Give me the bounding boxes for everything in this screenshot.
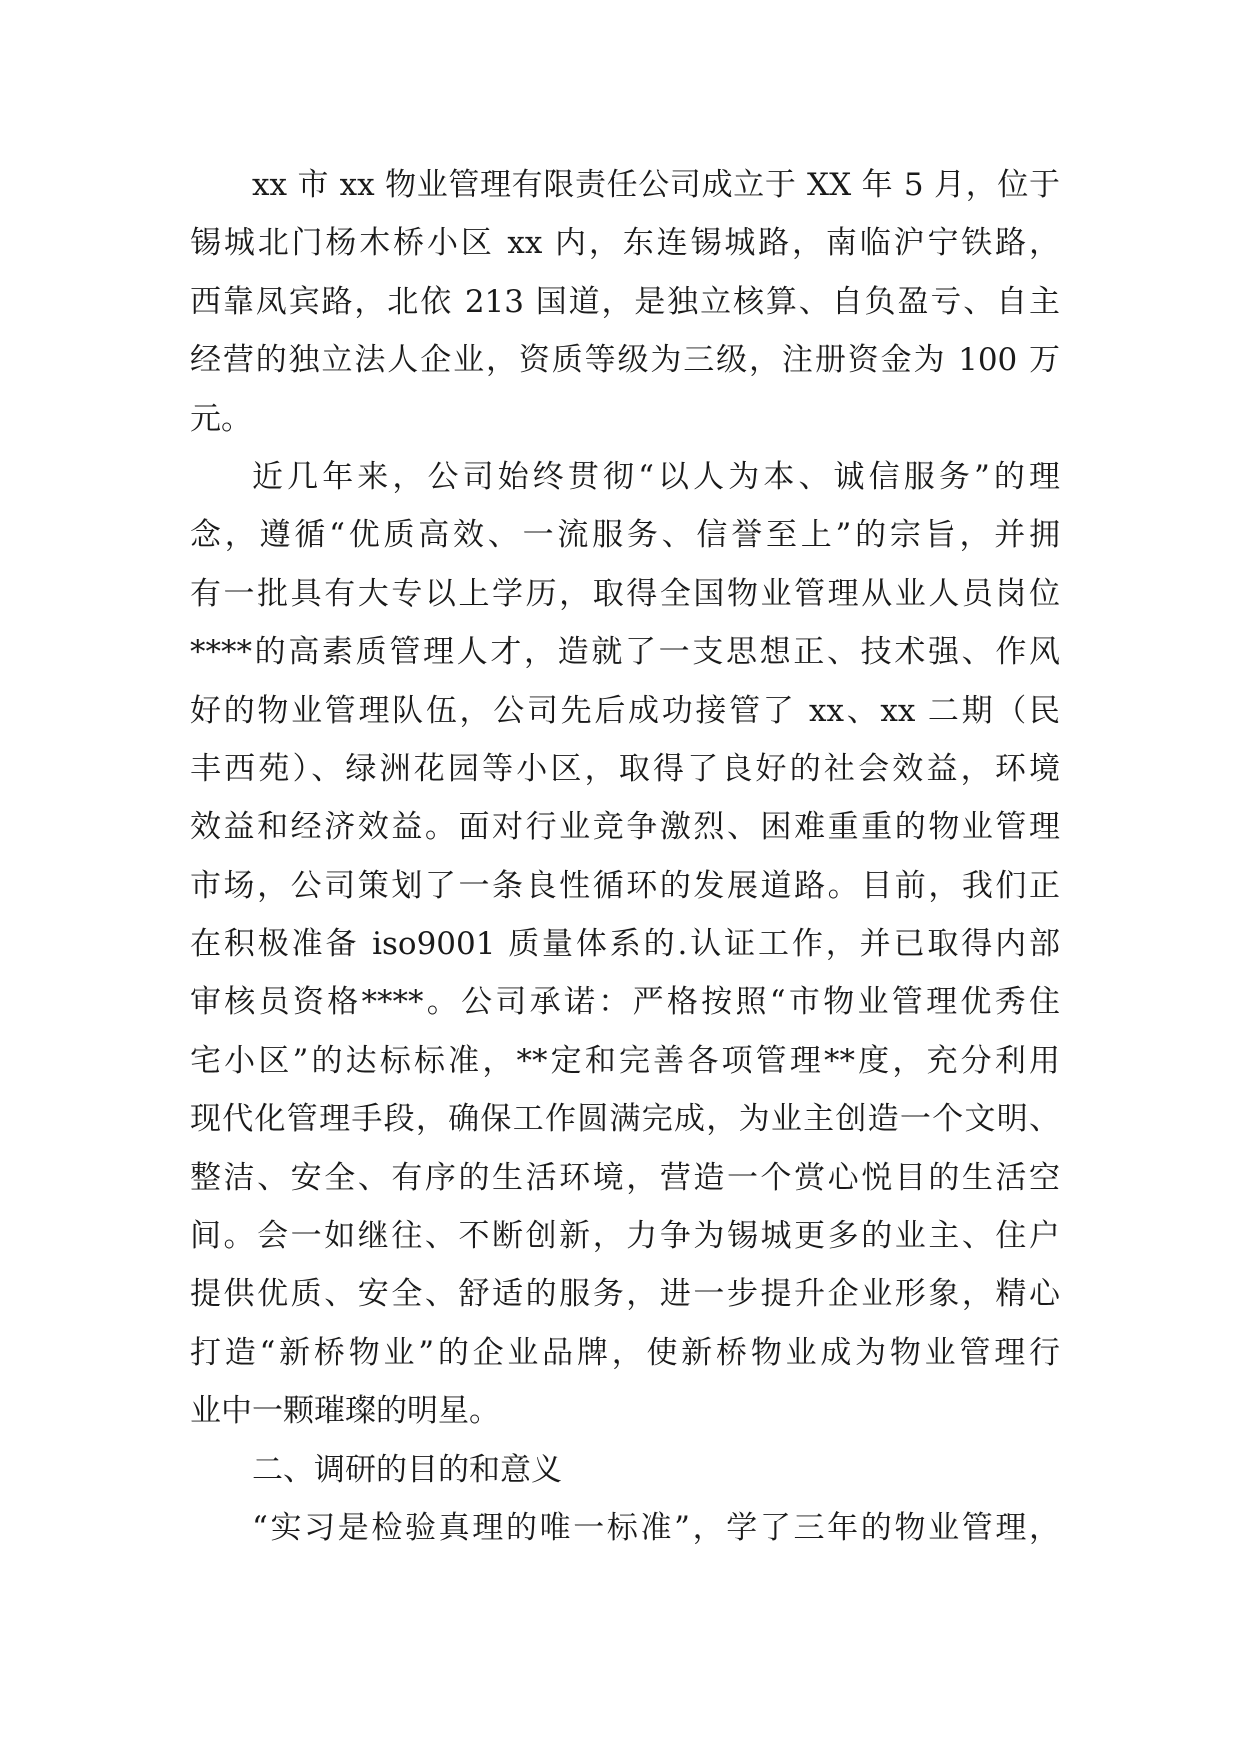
text-line: 念，遵循“优质高效、一流服务、信誉至上”的宗旨，并拥: [190, 517, 1060, 554]
paragraph-company-philosophy: [190, 448, 1060, 1441]
text-line: 市场，公司策划了一条良性循环的发展道路。目前，我们正: [190, 867, 1060, 904]
paragraph-company-intro: [190, 156, 1060, 448]
text-line: 近几年来，公司始终贯彻“以人为本、诚信服务”的理: [252, 458, 1060, 495]
text-line: 业中一颗璀璨的明星。: [190, 1393, 500, 1430]
document-body: [190, 156, 1060, 1557]
text-line: 锡城北门杨木桥小区 xx 内，东连锡城路，南临沪宁铁路，: [190, 225, 1060, 262]
text-line: 宅小区”的达标标准，**定和完善各项管理**度，充分利用: [190, 1042, 1060, 1079]
text-line: 在积极准备 iso9001 质量体系的.认证工作，并已取得内部: [190, 926, 1060, 963]
text-line: 效益和经济效益。面对行业竞争激烈、困难重重的物业管理: [190, 809, 1060, 846]
text-line: ****的高素质管理人才，造就了一支思想正、技术强、作风: [190, 634, 1060, 671]
text-line: 经营的独立法人企业，资质等级为三级，注册资金为 100 万: [190, 342, 1060, 379]
text-line: “实习是检验真理的唯一标准”，学了三年的物业管理，: [252, 1509, 1060, 1546]
text-line: 丰西苑）、绿洲花园等小区，取得了良好的社会效益，环境: [190, 750, 1060, 787]
text-line: 西靠凤宾路，北依 213 国道，是独立核算、自负盈亏、自主: [190, 283, 1060, 320]
paragraph-internship-intro: [190, 1499, 1060, 1557]
text-line: 打造“新桥物业”的企业品牌，使新桥物业成为物业管理行: [190, 1334, 1060, 1371]
text-line: 间。会一如继往、不断创新，力争为锡城更多的业主、住户: [190, 1218, 1060, 1255]
section-heading-text: 二、调研的目的和意义: [252, 1451, 562, 1488]
text-line: 提供优质、安全、舒适的服务，进一步提升企业形象，精心: [190, 1276, 1060, 1313]
text-line: 现代化管理手段，确保工作圆满完成，为业主创造一个文明、: [190, 1101, 1060, 1138]
text-line: 整洁、安全、有序的生活环境，营造一个赏心悦目的生活空: [190, 1159, 1060, 1196]
section-heading: [190, 1441, 1060, 1499]
text-line: 审核员资格****。公司承诺：严格按照“市物业管理优秀住: [190, 984, 1060, 1021]
text-line: 有一批具有大专以上学历，取得全国物业管理从业人员岗位: [190, 575, 1060, 612]
text-line: 元。: [190, 400, 252, 437]
text-line: xx 市 xx 物业管理有限责任公司成立于 XX 年 5 月，位于: [252, 167, 1060, 203]
text-line: 好的物业管理队伍，公司先后成功接管了 xx、xx 二期（民: [190, 692, 1060, 729]
